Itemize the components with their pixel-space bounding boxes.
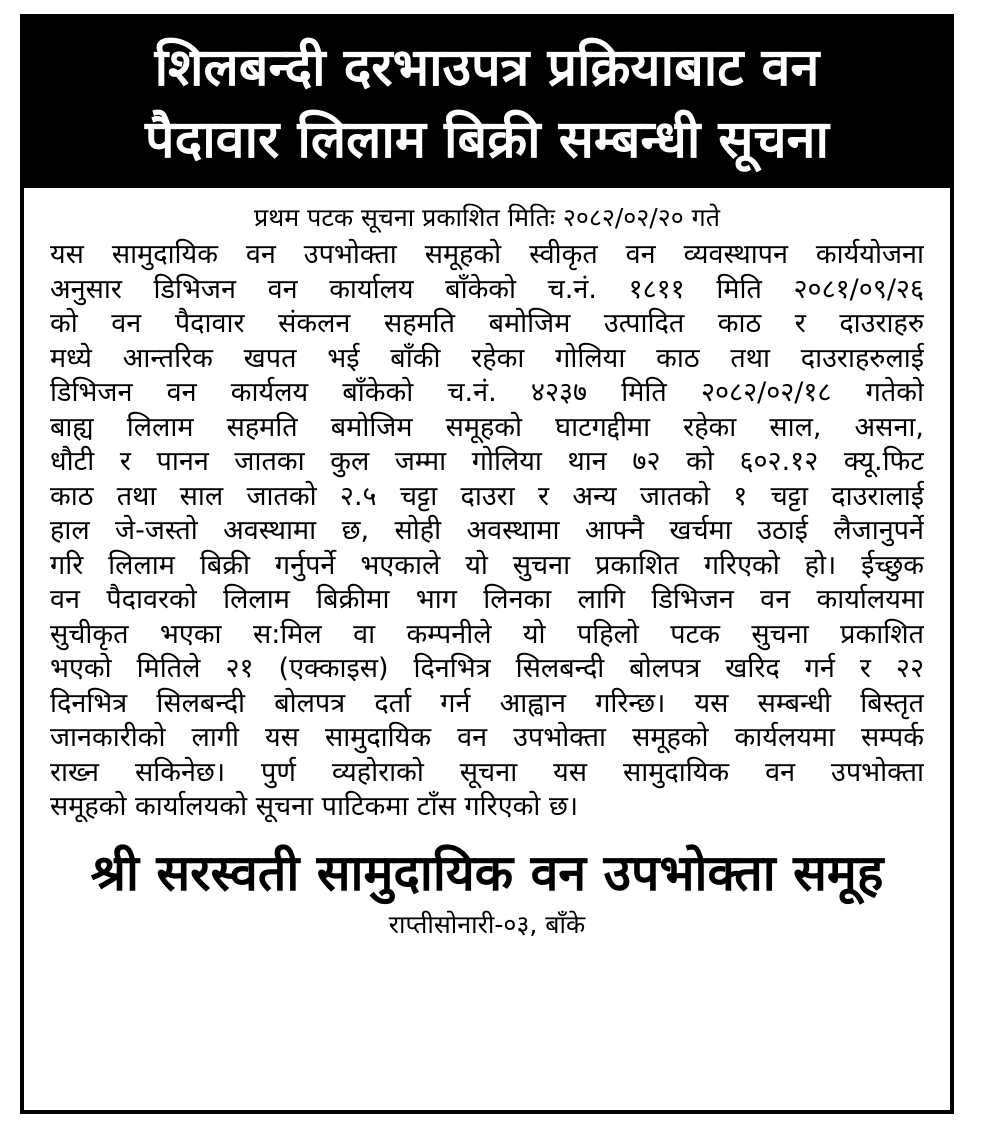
organization-address: राप्तीसोनारी-०३, बाँके <box>388 909 586 939</box>
body-line: को वन पैदावार संकलन सहमति बमोजिम उत्पादित काठ र दाउराहरु <box>50 308 924 339</box>
body-line: वन पैदावरको लिलाम बिक्रीमा भाग लिनका लागि डिभिजन वन कार्यालयमा <box>50 584 924 615</box>
notice-body <box>50 238 924 825</box>
notice-header <box>24 18 950 188</box>
published-date: प्रथम पटक सूचना प्रकाशित मितिः २०८२/०२/२० गते <box>254 203 720 232</box>
body-line: डिभिजन वन कार्यलय बाँकेको च.नं. ४२३७ मिति २०८२/०२/१८ गतेको <box>50 377 924 408</box>
body-line: धौटी र पानन जातका कुल जम्मा गोलिया थान ७२ को ६०२.१२ क्यू.फिट <box>50 446 924 477</box>
notice-box <box>20 14 954 1114</box>
notice-content <box>24 188 950 943</box>
body-line: भएको मितिले २१ (एक्काइस) दिनभित्र सिलबन्दी बोलपत्र खरिद गर्न र २२ <box>50 653 924 684</box>
body-line: हाल जे-जस्तो अवस्थामा छ, सोही अवस्थामा आफ्नै खर्चमा उठाई लैजानुपर्ने <box>50 515 924 546</box>
notice-title-line-2: पैदावार लिलाम बिक्री सम्बन्धी सूचना <box>145 110 829 170</box>
body-line: यस सामुदायिक वन उपभोक्ता समूहको स्वीकृत वन व्यवस्थापन कार्ययोजना <box>50 239 924 270</box>
body-line: राख्न सकिनेछ। पुर्ण व्यहोराको सूचना यस सामुदायिक वन उपभोक्ता <box>50 756 924 788</box>
body-line: काठ तथा साल जातको २.५ चट्टा दाउरा र अन्य जातको १ चट्टा दाउरालाई <box>50 480 924 512</box>
body-line: जानकारीको लागी यस सामुदायिक वन उपभोक्ता समूहको कार्यलयमा सम्पर्क <box>50 722 924 753</box>
body-line: दिनभित्र सिलबन्दी बोलपत्र दर्ता गर्न आह्वान गरिन्छ। यस सम्बन्धी बिस्तृत <box>50 687 924 719</box>
body-line: बाह्य लिलाम सहमति बमोजिम समूहको घाटगद्दीमा रहेका साल, असना, <box>50 411 924 443</box>
body-line: समूहको कार्यालयको सूचना पाटिकमा टाँस गरिएको छ। <box>50 791 579 822</box>
body-line: मध्ये आन्तरिक खपत भई बाँकी रहेका गोलिया काठ तथा दाउराहरुलाई <box>50 342 924 374</box>
body-line: गरि लिलाम बिक्री गर्नुपर्ने भएकाले यो सुचना प्रकाशित गरिएको हो। ईच्छुक <box>50 549 924 581</box>
body-line: सुचीकृत भएका स:मिल वा कम्पनीले यो पहिलो पटक सुचना प्रकाशित <box>50 618 924 650</box>
body-line: अनुसार डिभिजन वन कार्यालय बाँकेको च.नं. १८११ मिति २०८१/०९/२६ <box>50 273 924 305</box>
notice-title-line-1: शिलबन्दी दरभाउपत्र प्रक्रियाबाट वन <box>154 38 820 98</box>
organization-name: श्री सरस्वती सामुदायिक वन उपभोक्ता समूह <box>90 843 884 902</box>
